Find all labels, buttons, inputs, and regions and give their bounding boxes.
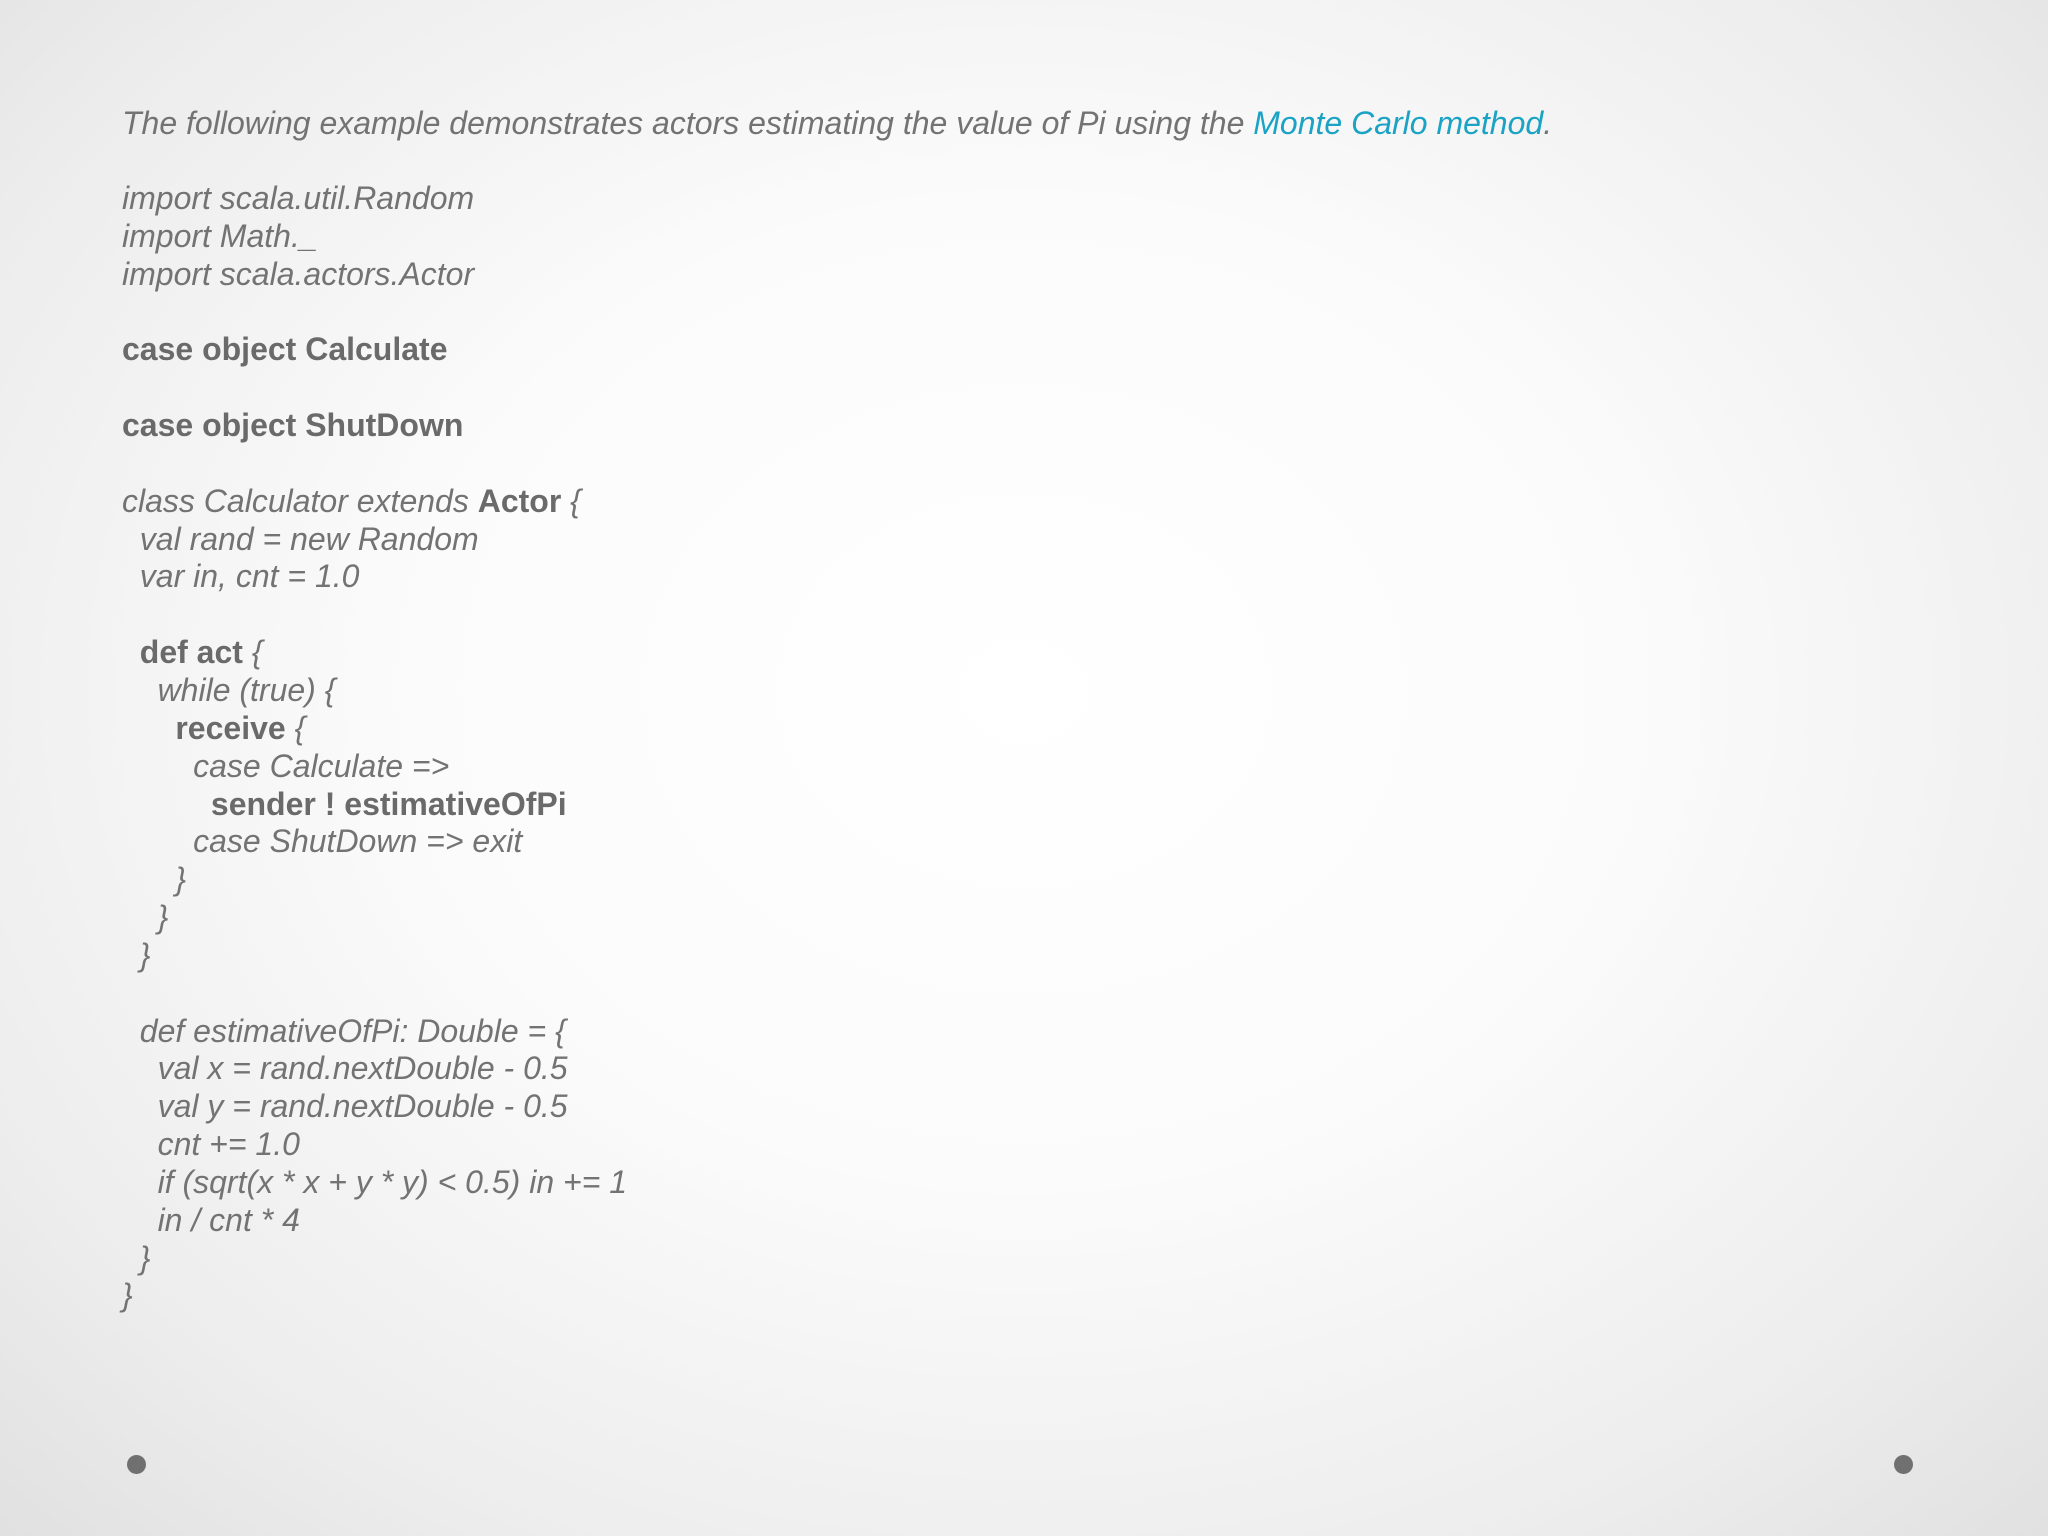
code-indent: [122, 1013, 140, 1049]
code-line: [122, 823, 1922, 861]
code-indent: [122, 1240, 140, 1276]
code-line: [122, 1050, 1922, 1088]
code-line: [122, 1013, 1922, 1051]
code-line: [122, 975, 1922, 1013]
code-indent: [122, 672, 158, 708]
code-line: [122, 1164, 1922, 1202]
code-line: [122, 786, 1922, 824]
code-text: }: [139, 1239, 151, 1276]
code-text: {: [242, 634, 263, 671]
code-line: [122, 407, 1922, 445]
code-line: [122, 634, 1922, 672]
code-indent: [122, 786, 211, 822]
code-text: case ShutDown => exit: [193, 823, 523, 860]
code-text: }: [139, 936, 151, 973]
code-indent: [122, 748, 193, 784]
code-text: }: [122, 1277, 133, 1314]
code-line: [122, 218, 1922, 256]
code-line: [122, 521, 1922, 559]
code-keyword: case object Calculate: [122, 331, 448, 368]
code-line: [122, 331, 1922, 369]
code-line: [122, 369, 1922, 407]
code-line: [122, 861, 1922, 899]
code-indent: [122, 1164, 158, 1200]
code-indent: [122, 1126, 158, 1162]
code-line: [122, 710, 1922, 748]
code-text: {: [285, 709, 306, 746]
code-indent: [122, 823, 193, 859]
code-text: import Math._: [122, 217, 318, 254]
code-line: [122, 445, 1922, 483]
code-line: [122, 256, 1922, 294]
slide-content: [122, 104, 1922, 1315]
code-line: [122, 899, 1922, 937]
code-text: while (true) {: [157, 671, 336, 708]
code-indent: [122, 634, 140, 670]
code-text: cnt += 1.0: [157, 1126, 300, 1163]
code-line: [122, 672, 1922, 710]
code-text: if (sqrt(x * x + y * y) < 0.5) in += 1: [157, 1163, 628, 1200]
code-text: def estimativeOfPi: Double = {: [139, 1012, 566, 1049]
bullet-dot-left: [127, 1455, 146, 1474]
code-line: [122, 937, 1922, 975]
code-line: [122, 483, 1922, 521]
code-indent: [122, 521, 140, 557]
code-text: val rand = new Random: [139, 520, 479, 557]
code-indent: [122, 558, 140, 594]
code-line: [122, 596, 1922, 634]
monte-carlo-link[interactable]: Monte Carlo method: [1253, 105, 1544, 141]
code-indent: [122, 1050, 158, 1086]
code-text: }: [175, 861, 187, 898]
code-line: [122, 558, 1922, 596]
code-text: class Calculator extends: [122, 482, 478, 519]
code-text: val y = rand.nextDouble - 0.5: [157, 1088, 568, 1125]
code-text: {: [561, 482, 581, 519]
intro-period: .: [1543, 105, 1553, 141]
code-text: val x = rand.nextDouble - 0.5: [157, 1050, 568, 1087]
code-line: [122, 180, 1922, 218]
intro-text: The following example demonstrates actors estimating the value of Pi using the: [122, 105, 1254, 141]
code-text: import scala.actors.Actor: [122, 255, 475, 292]
code-keyword: receive: [175, 709, 286, 746]
code-line: [122, 748, 1922, 786]
code-line: [122, 294, 1922, 332]
code-line: [122, 1240, 1922, 1278]
code-text: }: [157, 899, 169, 936]
code-block: [122, 180, 1922, 1315]
code-indent: [122, 1202, 158, 1238]
code-text: var in, cnt = 1.0: [139, 558, 360, 595]
code-line: [122, 1202, 1922, 1240]
code-line: [122, 1277, 1922, 1315]
code-keyword: Actor: [477, 482, 562, 519]
code-indent: [122, 1088, 158, 1124]
code-indent: [122, 937, 140, 973]
bullet-dot-right: [1894, 1455, 1913, 1474]
code-text: case Calculate =>: [193, 747, 450, 784]
code-text: in / cnt * 4: [157, 1201, 300, 1238]
code-keyword: def act: [139, 634, 243, 671]
code-indent: [122, 710, 175, 746]
code-line: [122, 1126, 1922, 1164]
code-keyword: case object ShutDown: [122, 407, 464, 444]
code-indent: [122, 861, 175, 897]
code-keyword: sender ! estimativeOfPi: [210, 785, 567, 822]
intro-paragraph: [122, 104, 1922, 142]
code-indent: [122, 899, 158, 935]
code-text: import scala.util.Random: [122, 180, 475, 216]
code-line: [122, 1088, 1922, 1126]
